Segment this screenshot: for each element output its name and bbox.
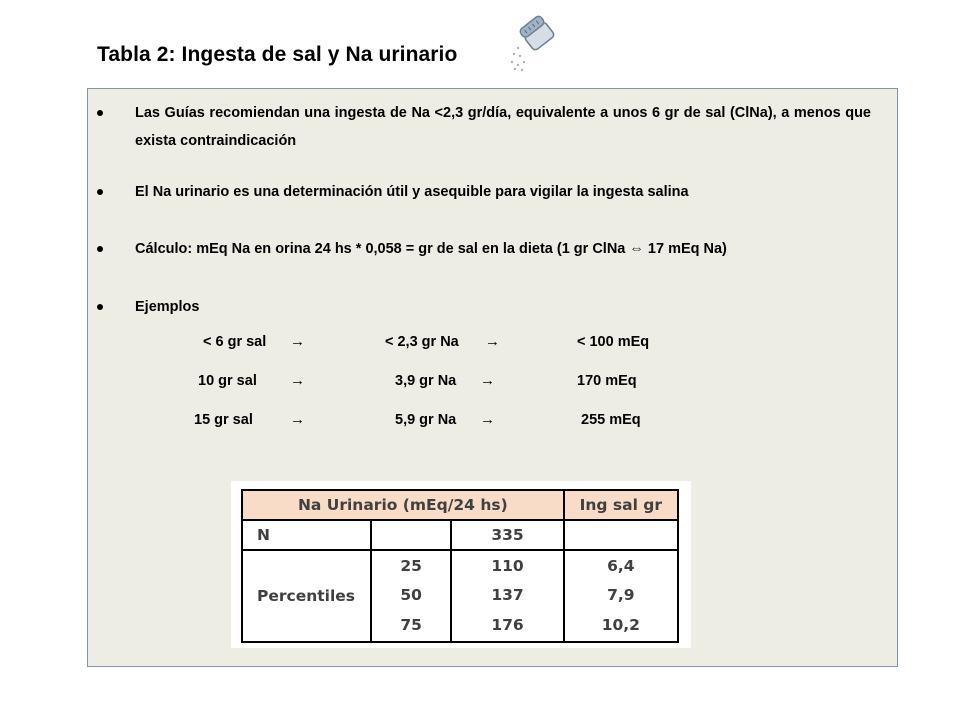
example-salt: 10 gr sal — [198, 373, 257, 389]
page-title: Tabla 2: Ingesta de sal y Na urinario — [97, 43, 458, 66]
urinary-sodium-table — [231, 481, 691, 648]
bullet-dot-icon — [97, 110, 103, 116]
example-salt: < 6 gr sal — [203, 334, 267, 350]
table-cell: 7,9 — [564, 581, 678, 609]
bullet-dot-icon — [97, 189, 103, 195]
percentiles-label: Percentiles — [242, 550, 371, 642]
n-label: N — [242, 520, 371, 550]
n-value: 335 — [451, 520, 563, 550]
right-arrow-icon: → — [480, 372, 495, 389]
bullet-dot-icon — [97, 246, 103, 252]
example-meq: 255 mEq — [581, 412, 641, 428]
table-cell: 25 — [371, 550, 451, 581]
example-na: 3,9 gr Na — [395, 373, 457, 389]
example-meq: < 100 mEq — [577, 334, 650, 350]
table-cell: 50 — [371, 581, 451, 609]
table-cell: 176 — [451, 609, 563, 642]
bullet-dot-icon — [97, 304, 103, 310]
content-panel: Las Guías recomiendan una ingesta de Na <2,3 gr/día, equivalente a unos 6 gr de sal (ClNa), a menos que exista contraindicación El Na urinario es una determinación útil y asequible para vigilar la ingesta salina Cálculo: mEq Na en orina 24 hs * 0,058 = gr de sal en la dieta (1 gr ClNa ⇔ 17 mEq Na) Ejemplos < 6 gr sal → < 2,3 gr Na → < 100 mEq 10 gr sal → 3,9 gr Na → 170 mEq 15 gr sal → 5,9 gr Na → 255 mEq Na Urinario (mEq/24 hs) Ing sal gr N 335 Percentiles 25 110 6,4 50 137 7,9 75 176 10,2 — [87, 88, 898, 667]
example-na: 5,9 gr Na — [395, 412, 457, 428]
table-cell: 110 — [451, 550, 563, 581]
right-arrow-icon: → — [290, 333, 305, 350]
right-arrow-icon: → — [290, 372, 305, 389]
table-cell: 75 — [371, 609, 451, 642]
table-header: Na Urinario (mEq/24 hs) — [242, 490, 564, 520]
right-arrow-icon: → — [485, 333, 500, 350]
salt-shaker-icon — [504, 10, 568, 74]
right-arrow-icon: → — [480, 411, 495, 428]
example-na: < 2,3 gr Na — [385, 334, 459, 350]
example-salt: 15 gr sal — [194, 412, 253, 428]
example-meq: 170 mEq — [577, 373, 637, 389]
table-cell: 6,4 — [564, 550, 678, 581]
table-cell: 10,2 — [564, 609, 678, 642]
table-header: Ing sal gr — [564, 490, 678, 520]
table-cell: 137 — [451, 581, 563, 609]
right-arrow-icon: → — [290, 411, 305, 428]
